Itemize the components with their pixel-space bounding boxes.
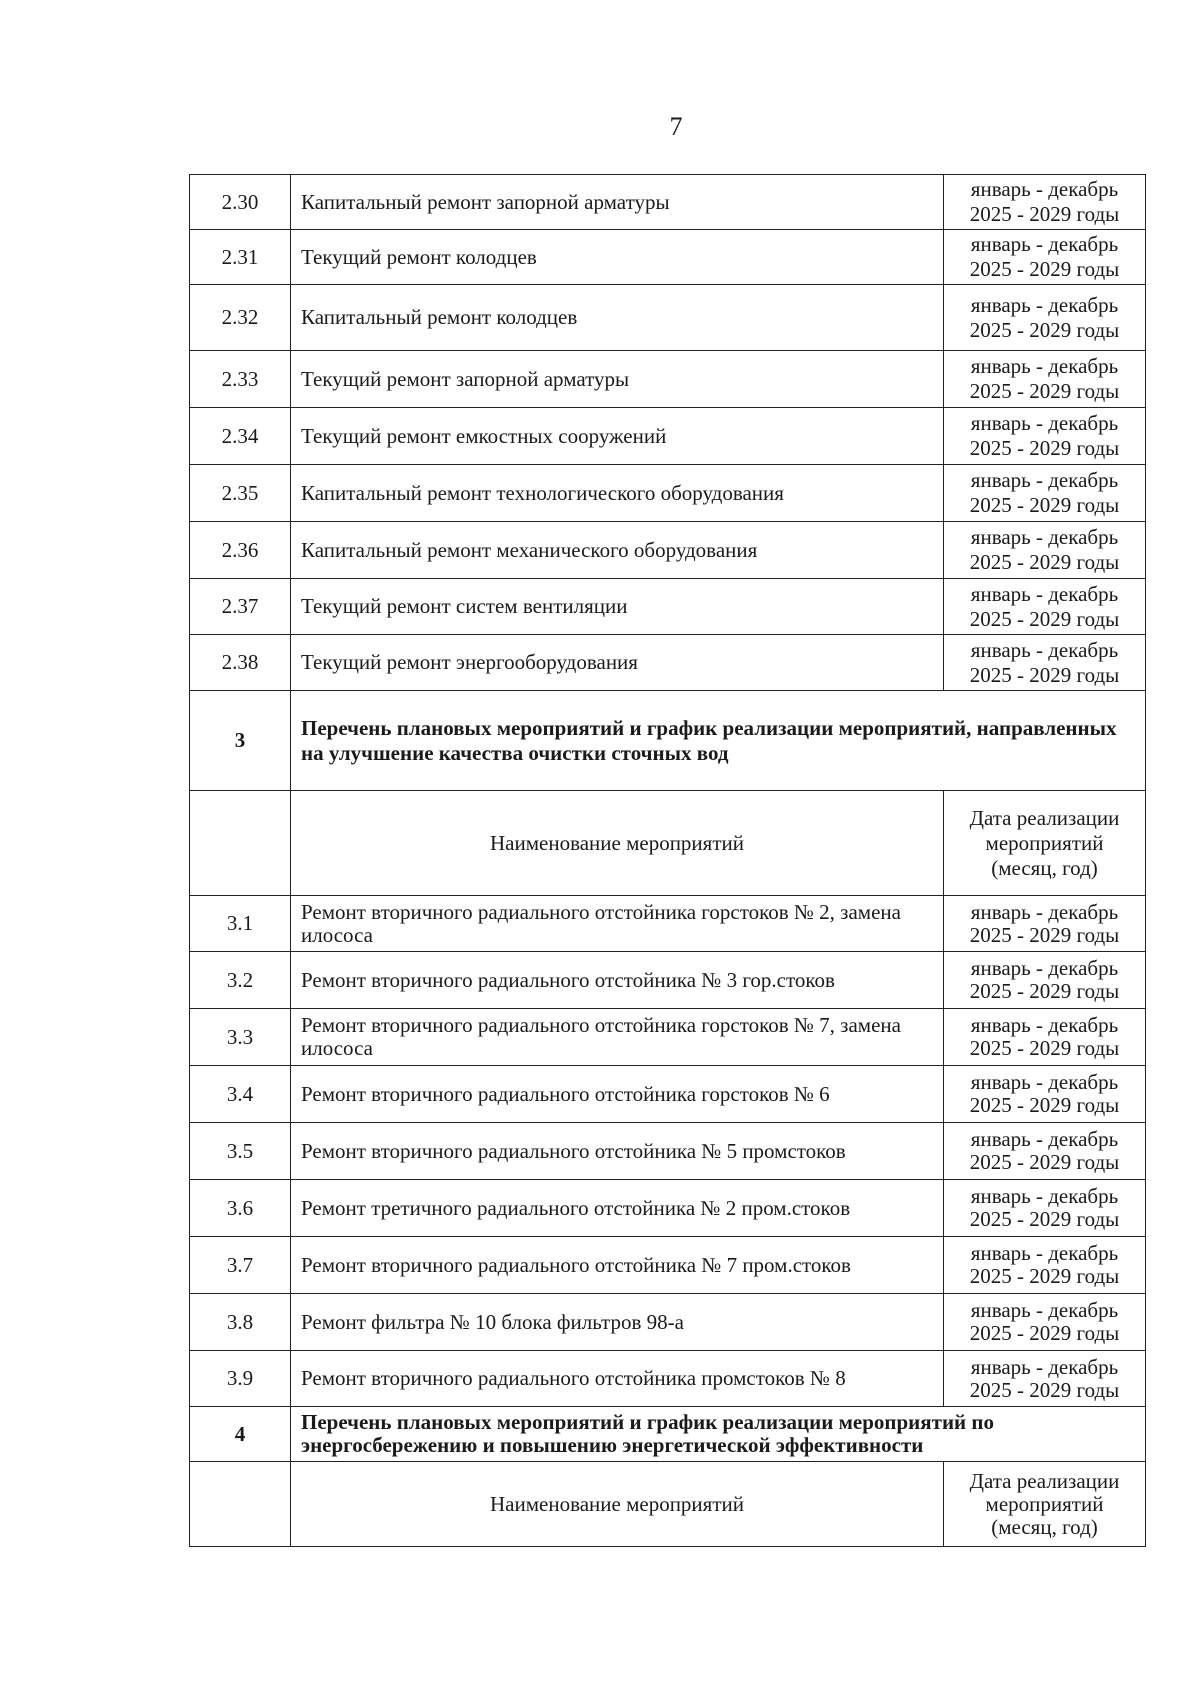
measure-name: Текущий ремонт систем вентиляции bbox=[291, 579, 944, 635]
measure-name: Текущий ремонт колодцев bbox=[291, 230, 944, 285]
measure-name: Капитальный ремонт колодцев bbox=[291, 285, 944, 351]
measure-name: Капитальный ремонт запорной арматуры bbox=[291, 175, 944, 230]
header-date: Дата реализации мероприятий (месяц, год) bbox=[944, 1462, 1146, 1547]
measure-date: январь - декабрь 2025 - 2029 годы bbox=[944, 465, 1146, 522]
row-number: 2.36 bbox=[190, 522, 291, 579]
measure-name: Ремонт вторичного радиального отстойника № 3 гор.стоков bbox=[291, 952, 944, 1009]
measure-date: январь - декабрь 2025 - 2029 годы bbox=[944, 1066, 1146, 1123]
table-row bbox=[190, 175, 1146, 230]
measure-date: январь - декабрь 2025 - 2029 годы bbox=[944, 1180, 1146, 1237]
measure-name: Капитальный ремонт технологического оборудования bbox=[291, 465, 944, 522]
table-row bbox=[190, 1180, 1146, 1237]
measure-date: январь - декабрь 2025 - 2029 годы bbox=[944, 635, 1146, 691]
measure-date: январь - декабрь 2025 - 2029 годы bbox=[944, 896, 1146, 952]
row-number: 2.30 bbox=[190, 175, 291, 230]
row-number: 2.37 bbox=[190, 579, 291, 635]
table-row bbox=[190, 465, 1146, 522]
section-title: Перечень плановых мероприятий и график реализации мероприятий, направленных на улучшение качества очистки сточных вод bbox=[291, 691, 1146, 791]
row-number: 3.7 bbox=[190, 1237, 291, 1294]
row-number: 3.9 bbox=[190, 1351, 291, 1407]
table-row bbox=[190, 579, 1146, 635]
row-number: 3.2 bbox=[190, 952, 291, 1009]
measure-name: Капитальный ремонт механического оборудования bbox=[291, 522, 944, 579]
header-number-cell bbox=[190, 1462, 291, 1547]
header-measure-name: Наименование мероприятий bbox=[291, 1462, 944, 1547]
measure-date: январь - декабрь 2025 - 2029 годы bbox=[944, 1294, 1146, 1351]
header-measure-name: Наименование мероприятий bbox=[291, 791, 944, 896]
section-title: Перечень плановых мероприятий и график реализации мероприятий по энергосбережению и повышению энергетической эффективности bbox=[291, 1407, 1146, 1462]
measure-date: январь - декабрь 2025 - 2029 годы bbox=[944, 522, 1146, 579]
table-row bbox=[190, 1294, 1146, 1351]
row-number: 2.33 bbox=[190, 351, 291, 408]
table-row bbox=[190, 1123, 1146, 1180]
section-number: 4 bbox=[190, 1407, 291, 1462]
table-row bbox=[190, 896, 1146, 952]
column-header-row bbox=[190, 1462, 1146, 1547]
column-header-row bbox=[190, 791, 1146, 896]
row-number: 2.34 bbox=[190, 408, 291, 465]
measure-date: январь - декабрь 2025 - 2029 годы bbox=[944, 351, 1146, 408]
measure-date: январь - декабрь 2025 - 2029 годы bbox=[944, 230, 1146, 285]
measure-date: январь - декабрь 2025 - 2029 годы bbox=[944, 952, 1146, 1009]
section-number: 3 bbox=[190, 691, 291, 791]
row-number: 3.8 bbox=[190, 1294, 291, 1351]
table-row bbox=[190, 1237, 1146, 1294]
row-number: 3.3 bbox=[190, 1009, 291, 1066]
measure-date: январь - декабрь 2025 - 2029 годы bbox=[944, 1237, 1146, 1294]
table-row bbox=[190, 1351, 1146, 1407]
measure-name: Текущий ремонт емкостных сооружений bbox=[291, 408, 944, 465]
measure-name: Ремонт фильтра № 10 блока фильтров 98-а bbox=[291, 1294, 944, 1351]
table-row bbox=[190, 952, 1146, 1009]
measure-name: Текущий ремонт энергооборудования bbox=[291, 635, 944, 691]
measure-date: январь - декабрь 2025 - 2029 годы bbox=[944, 408, 1146, 465]
header-number-cell bbox=[190, 791, 291, 896]
measure-date: январь - декабрь 2025 - 2029 годы bbox=[944, 1009, 1146, 1066]
measure-name: Ремонт вторичного радиального отстойника № 5 промстоков bbox=[291, 1123, 944, 1180]
measure-name: Ремонт вторичного радиального отстойника № 7 пром.стоков bbox=[291, 1237, 944, 1294]
row-number: 2.35 bbox=[190, 465, 291, 522]
table-row bbox=[190, 285, 1146, 351]
row-number: 3.1 bbox=[190, 896, 291, 952]
table-row bbox=[190, 230, 1146, 285]
table-row bbox=[190, 635, 1146, 691]
row-number: 3.6 bbox=[190, 1180, 291, 1237]
table-row bbox=[190, 522, 1146, 579]
table-row bbox=[190, 408, 1146, 465]
row-number: 2.31 bbox=[190, 230, 291, 285]
measure-date: январь - декабрь 2025 - 2029 годы bbox=[944, 285, 1146, 351]
section-heading-row bbox=[190, 691, 1146, 791]
table-row bbox=[190, 351, 1146, 408]
measure-name: Ремонт третичного радиального отстойника № 2 пром.стоков bbox=[291, 1180, 944, 1237]
row-number: 3.4 bbox=[190, 1066, 291, 1123]
table-row bbox=[190, 1066, 1146, 1123]
measure-date: январь - декабрь 2025 - 2029 годы bbox=[944, 1123, 1146, 1180]
section-heading-row bbox=[190, 1407, 1146, 1462]
measure-name: Ремонт вторичного радиального отстойника горстоков № 2, замена илососа bbox=[291, 896, 944, 952]
measures-table bbox=[189, 174, 1146, 1547]
page-number: 7 bbox=[669, 112, 683, 141]
measure-name: Ремонт вторичного радиального отстойника горстоков № 7, замена илососа bbox=[291, 1009, 944, 1066]
row-number: 3.5 bbox=[190, 1123, 291, 1180]
row-number: 2.38 bbox=[190, 635, 291, 691]
header-date: Дата реализации мероприятий (месяц, год) bbox=[944, 791, 1146, 896]
measure-date: январь - декабрь 2025 - 2029 годы bbox=[944, 1351, 1146, 1407]
measure-name: Ремонт вторичного радиального отстойника горстоков № 6 bbox=[291, 1066, 944, 1123]
measure-date: январь - декабрь 2025 - 2029 годы bbox=[944, 579, 1146, 635]
measure-name: Текущий ремонт запорной арматуры bbox=[291, 351, 944, 408]
row-number: 2.32 bbox=[190, 285, 291, 351]
measure-name: Ремонт вторичного радиального отстойника промстоков № 8 bbox=[291, 1351, 944, 1407]
table-row bbox=[190, 1009, 1146, 1066]
measure-date: январь - декабрь 2025 - 2029 годы bbox=[944, 175, 1146, 230]
